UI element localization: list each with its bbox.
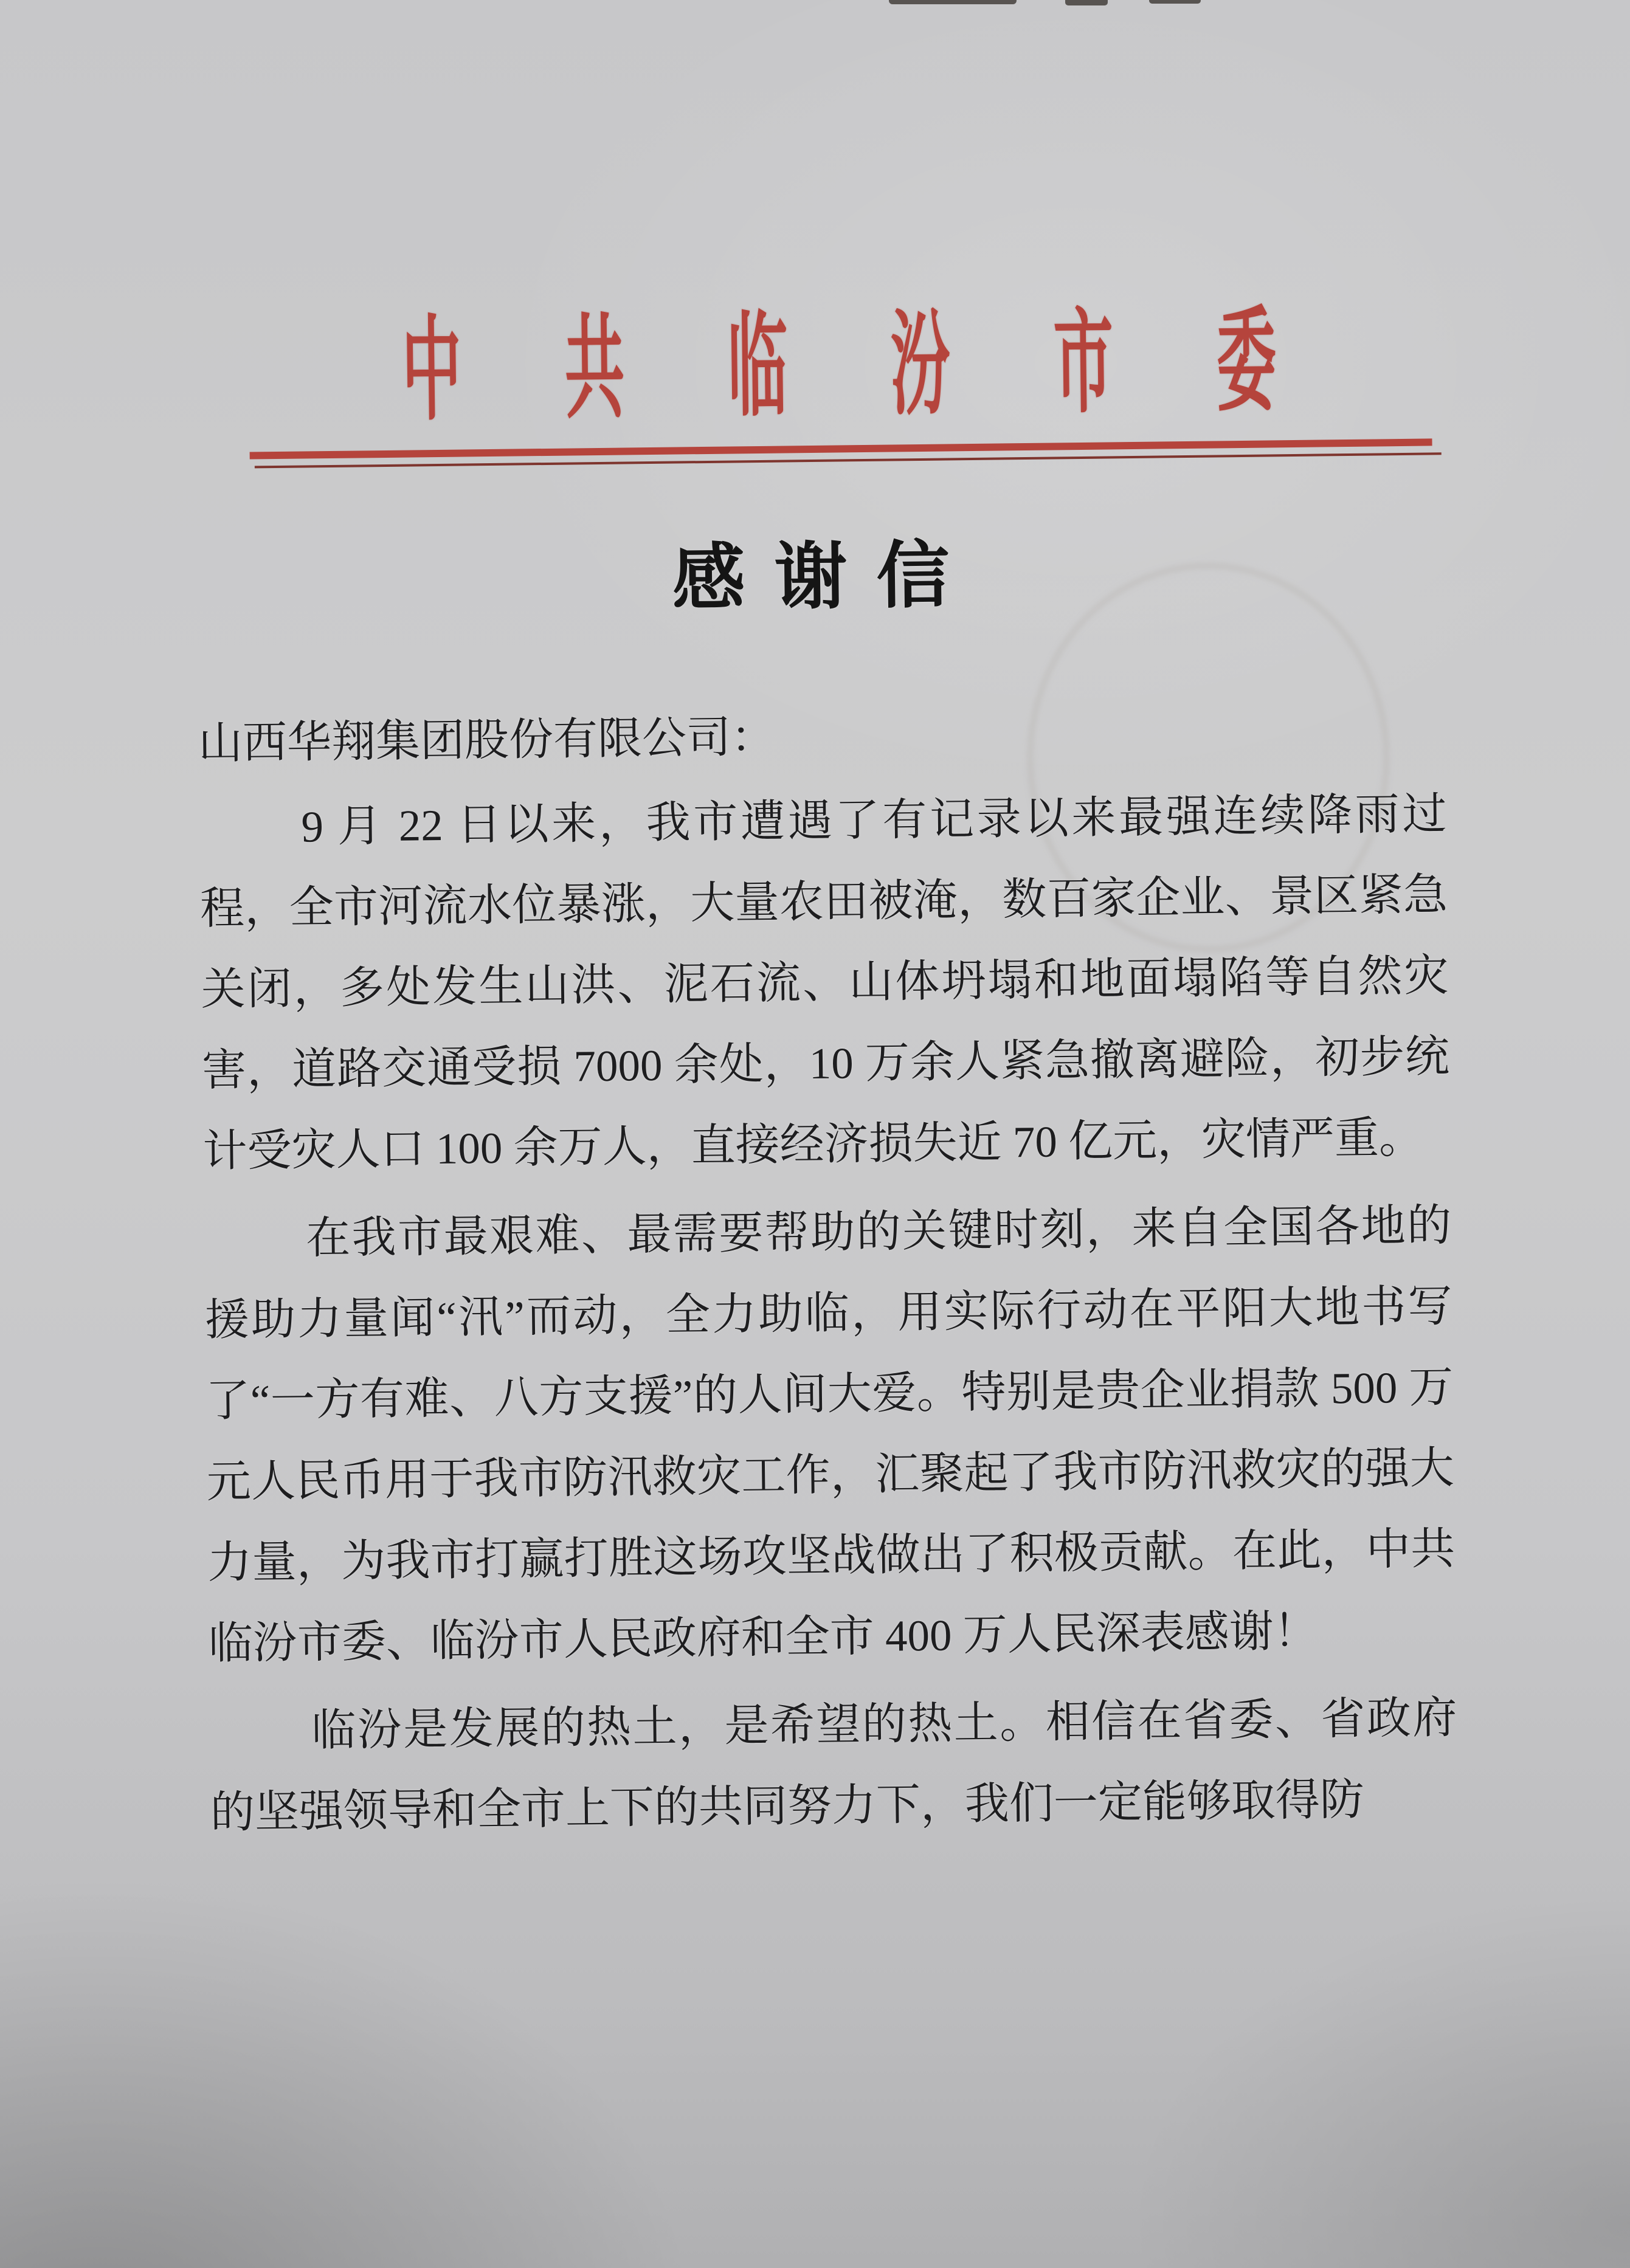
letterhead-org-name: 中共临汾市委 <box>401 298 1381 435</box>
salutation: 山西华翔集团股份有限公司： <box>198 712 776 768</box>
paragraph-2: 在我市最艰难、最需要帮助的关键时刻，来自全国各地的援助力量闻“汛”而动，全力助临，用实际行动在平阳大地书写了“一方有难、八方支援”的人间大爱。特别是贵企业捐款 500 万元人民币用于我市防汛救灾工作，汇聚起了我市防汛救灾的强大力量，为我市打赢打胜这场攻坚战做出了积极贡献。在此，中共临汾市委、临汾市人民政府和全市 400 万人民深表感谢！ <box>204 1201 1456 1669</box>
letter-title: 感谢信 <box>671 534 979 619</box>
letter-body <box>198 689 1458 1853</box>
paragraph-3: 临汾是发展的热土，是希望的热土。相信在省委、省政府的坚强领导和全市上下的共同努力下，我们一定能够取得防 <box>210 1693 1457 1838</box>
paragraph-1: 9 月 22 日以来，我市遭遇了有记录以来最强连续降雨过程，全市河流水位暴涨，大量农田被淹，数百家企业、景区紧急关闭，多处发生山洪、泥石流、山体坍塌和地面塌陷等自然灾害，道路交通受损 7000 余处，10 万余人紧急撤离避险，初步统计受灾人口 100 余万人，直接经济损失近 70 亿元，灾情严重。 <box>199 789 1450 1176</box>
